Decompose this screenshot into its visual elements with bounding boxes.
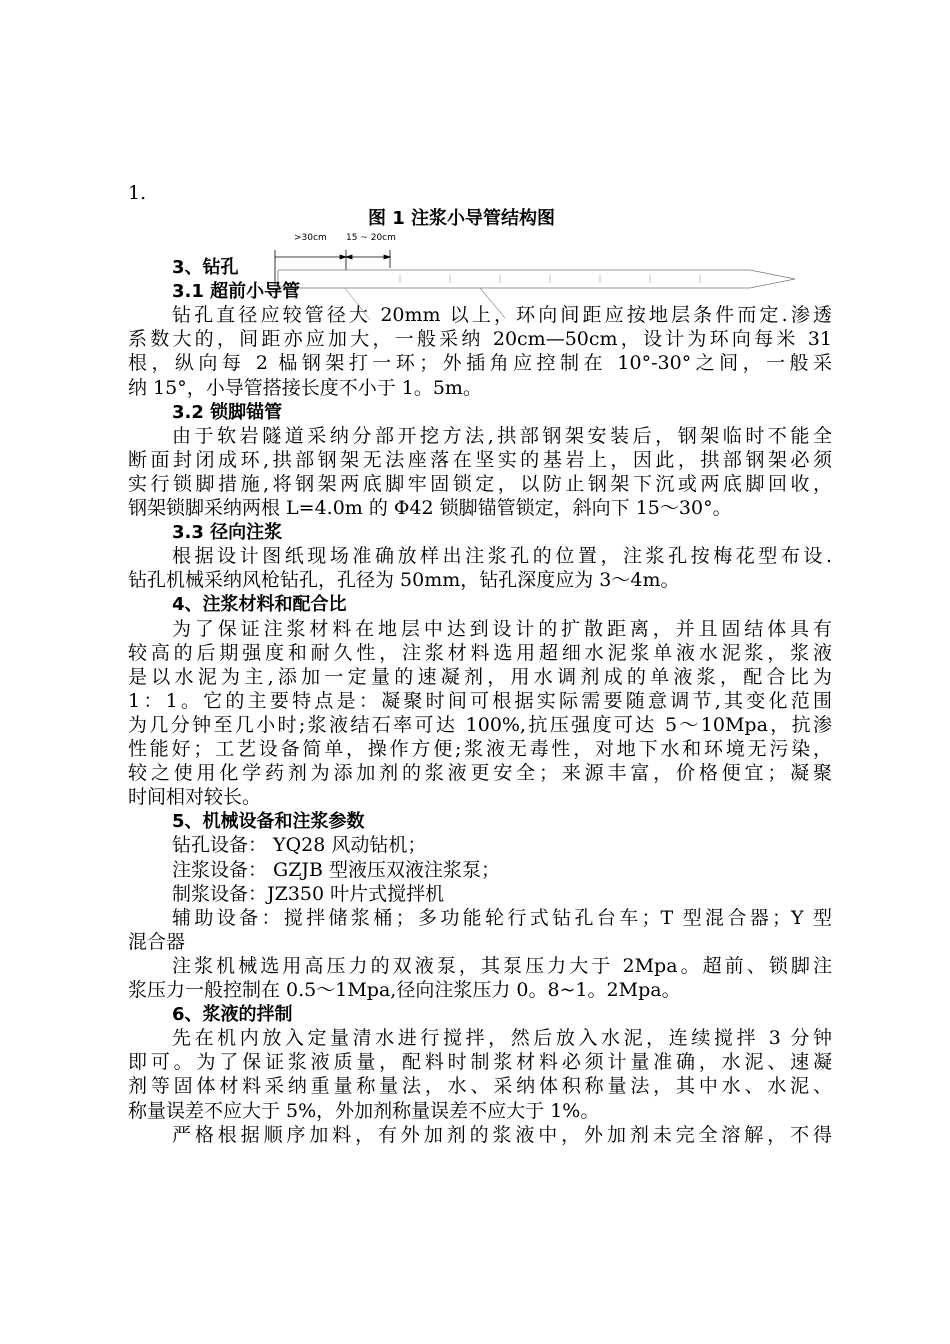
section-heading: 3.2 锁脚锚管 — [172, 402, 283, 423]
text-line: 断面封闭成环,拱部钢架无法座落在坚实的基岩上，因此，拱部钢架必须 — [128, 449, 832, 471]
section-heading: 3.1 超前小导管 — [172, 281, 301, 302]
text-line: 纳 15°，小导管搭接长度不小于 1。5m。 — [128, 377, 482, 399]
text-line: 钻孔直径应较管径大 20mm 以上，环向间距应按地层条件而定.渗透 — [172, 304, 832, 326]
text-line: 根据设计图纸现场准确放样出注浆孔的位置，注浆孔按梅花型布设. — [172, 545, 832, 567]
dimension-label-right: 15 ~ 20cm — [346, 233, 396, 243]
text-line: 根，纵向每 2 榀钢架打一环；外插角应控制在 10°-30°之间，一般采 — [128, 352, 832, 374]
text-line: 是以水泥为主,添加一定量的速凝剂，用水调剂成的单液浆，配合比为 — [128, 666, 832, 688]
text-line: 时间相对较长。 — [128, 786, 262, 808]
dimension-label-left: >30cm — [294, 233, 327, 243]
section-heading: 3.3 径向注浆 — [172, 522, 283, 543]
section-heading: 4、注浆材料和配合比 — [172, 594, 347, 615]
text-line: 较高的后期强度和耐久性，注浆材料选用超细水泥浆单液水泥浆，浆液 — [128, 642, 832, 664]
section-heading: 6、浆液的拌制 — [172, 1004, 293, 1025]
text-line: 辅助设备：搅拌储浆桶；多功能轮行式钻孔台车；T 型混合器；Y 型 — [172, 907, 832, 929]
section-heading: 3、钻孔 — [172, 257, 239, 278]
text-line: 严格根据顺序加料，有外加剂的浆液中，外加剂未完全溶解，不得 — [172, 1124, 832, 1146]
text-line: 即可。为了保证浆液质量，配料时制浆材料必须计量准确，水泥、速凝 — [128, 1051, 832, 1073]
text-line: 注浆机械选用高压力的双液泵，其泵压力大于 2Mpa。超前、锁脚注 — [172, 955, 832, 977]
text-line: 钻孔设备： YQ28 风动钻机； — [172, 834, 427, 856]
text-line: 剂等固体材料采纳重量称量法，水、采纳体积称量法，其中水、水泥、 — [128, 1075, 832, 1097]
text-line: 由于软岩隧道采纳分部开挖方法,拱部钢架安装后，钢架临时不能全 — [172, 425, 832, 447]
text-line: 系数大的，间距亦应加大，一般采纳 20cm—50cm，设计为环向每米 31 — [128, 328, 832, 350]
figure-title: 图 1 注浆小导管结构图 — [368, 208, 556, 229]
text-line: 钻孔机械采纳风枪钻孔，孔径为 50mm，钻孔深度应为 3～4m。 — [128, 569, 680, 591]
text-line: 性能好；工艺设备简单，操作方便;浆液无毒性，对地下水和环境无污染， — [128, 738, 832, 760]
list-number: 1. — [128, 182, 147, 204]
text-line: 浆压力一般控制在 0.5～1Mpa,径向注浆压力 0。8~1。2Mpa。 — [128, 979, 681, 1001]
text-line: 称量误差不应大于 5%，外加剂称量误差不应大于 1%。 — [128, 1100, 600, 1122]
text-line: 为了保证注浆材料在地层中达到设计的扩散距离，并且固结体具有 — [172, 618, 832, 640]
text-line: 先在机内放入定量清水进行搅拌，然后放入水泥，连续搅拌 3 分钟 — [172, 1027, 832, 1049]
text-line: 制浆设备：JZ350 叶片式搅拌机 — [172, 883, 445, 905]
text-line: 1：1。它的主要特点是：凝聚时间可根据实际需要随意调节,其变化范围 — [128, 690, 832, 712]
text-line: 为几分钟至几小时;浆液结石率可达 100%,抗压强度可达 5～10Mpa，抗渗 — [128, 714, 832, 736]
text-line: 混合器 — [128, 931, 186, 953]
text-line: 实行锁脚措施,将钢架两底脚牢固锁定，以防止钢架下沉或两底脚回收， — [128, 473, 832, 495]
text-line: 注浆设备： GZJB 型液压双液注浆泵； — [172, 859, 501, 881]
section-heading: 5、机械设备和注浆参数 — [172, 811, 365, 832]
text-line: 钢架锁脚采纳两根 L=4.0m 的 Φ42 锁脚锚管锁定，斜向下 15～30°。 — [128, 497, 732, 519]
text-line: 较之使用化学药剂为添加剂的浆液更安全；来源丰富，价格便宜；凝聚 — [128, 762, 832, 784]
